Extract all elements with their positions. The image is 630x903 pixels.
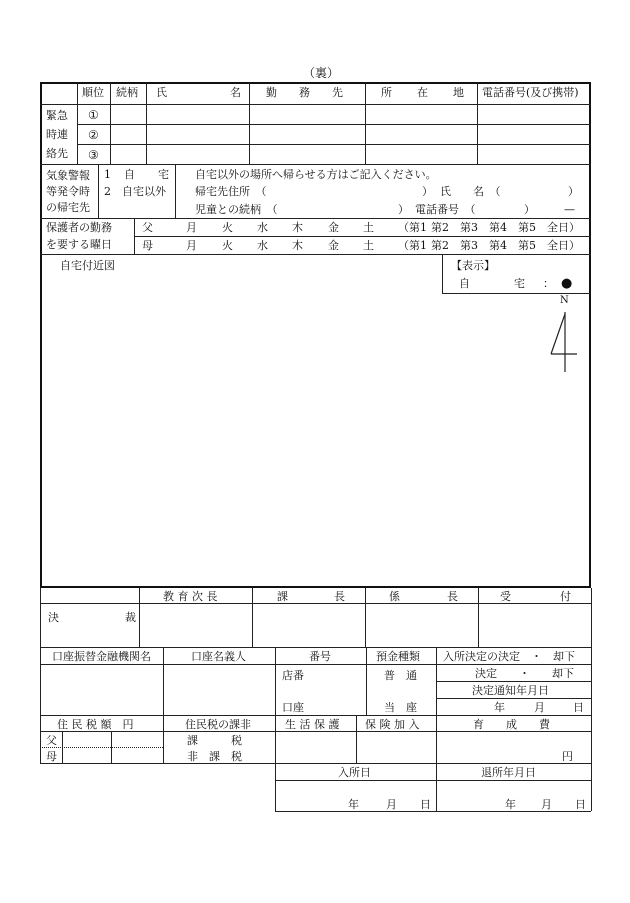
father-day-4: 木 xyxy=(292,221,303,234)
emergency-label-1: 緊急 xyxy=(46,109,68,122)
north-arrow-icon xyxy=(548,308,580,376)
mother-week-1: （第1 xyxy=(398,239,427,252)
legend-colon: ： xyxy=(543,277,554,290)
guardian-label-2: を要する曜日 xyxy=(46,238,112,251)
father-week-6: 全日） xyxy=(547,221,580,234)
emergency-label-3: 絡先 xyxy=(46,147,68,160)
tax-mother-label: 母 xyxy=(46,750,57,763)
warning-note: 自宅以外の場所へ帰らせる方はご記入ください。 xyxy=(195,168,437,181)
rank-1: ① xyxy=(88,108,99,122)
approval-staff-a: 係 xyxy=(389,590,400,603)
deposit-type-label: 預金種類 xyxy=(376,650,420,663)
mother-day-6: 土 xyxy=(363,239,374,252)
legend-home-a: 自 xyxy=(459,277,470,290)
tel-label: 電話番号 （ xyxy=(415,203,476,216)
decision-options: 決定 ・ 却下 xyxy=(475,667,574,680)
father-week-3: 第3 xyxy=(460,221,478,234)
entry-year: 年 xyxy=(348,798,359,811)
exit-day: 日 xyxy=(575,798,586,811)
notice-day: 日 xyxy=(573,701,584,714)
exit-date-label: 退所年月日 xyxy=(481,766,536,779)
father-day-1: 月 xyxy=(186,221,197,234)
mother-day-3: 水 xyxy=(257,239,268,252)
notice-date-label: 決定通知年月日 xyxy=(472,684,549,697)
bank-name-label: 口座振替金融機関名 xyxy=(52,650,151,663)
option-other: 2 自宅以外 xyxy=(104,185,166,198)
header-work-1: 勤 xyxy=(266,86,277,99)
header-address-1: 所 xyxy=(381,86,392,99)
father-week-1: （第1 xyxy=(398,221,427,234)
entry-month: 月 xyxy=(386,798,397,811)
father-day-6: 土 xyxy=(363,221,374,234)
approval-label-a: 決 xyxy=(48,611,59,624)
legend-mark: ● xyxy=(561,276,573,291)
approval-section-b: 長 xyxy=(334,590,345,603)
return-name-label: 氏 名 （ xyxy=(440,185,501,198)
option-home-num: 1 xyxy=(104,168,111,181)
branch-label: 店番 xyxy=(282,669,304,682)
father-day-5: 金 xyxy=(328,221,339,234)
taxed-label: 課 税 xyxy=(187,734,242,747)
father-day-2: 火 xyxy=(222,221,233,234)
header-rank: 順位 xyxy=(82,86,104,99)
header-work-2: 務 xyxy=(299,86,310,99)
approval-staff-b: 長 xyxy=(447,590,458,603)
deposit-ordinary: 普 通 xyxy=(384,669,417,682)
father-week-4: 第4 xyxy=(489,221,507,234)
exit-year: 年 xyxy=(505,798,516,811)
legend-home-b: 宅 xyxy=(514,277,525,290)
warning-label-1: 気象警報 xyxy=(46,169,90,182)
relation-label: 児童との続柄 （ xyxy=(195,203,278,216)
header-name-2: 名 xyxy=(230,86,241,99)
relation-close: ） xyxy=(398,203,409,216)
rank-3: ③ xyxy=(88,148,99,162)
account-label: 口座 xyxy=(282,701,304,714)
mother-day-4: 木 xyxy=(292,239,303,252)
north-label: N xyxy=(560,295,569,306)
fee-label: 育 成 費 xyxy=(473,718,550,731)
approval-section-a: 課 xyxy=(277,590,288,603)
option-home-a: 自 xyxy=(124,168,135,181)
mother-day-1: 月 xyxy=(186,239,197,252)
father-week-5: 第5 xyxy=(518,221,536,234)
dash: — xyxy=(564,203,575,216)
mother-day-5: 金 xyxy=(328,239,339,252)
page-title: （裏） xyxy=(303,66,340,80)
resident-tax-label: 住 民 税 額 円 xyxy=(57,718,134,731)
header-relation: 続柄 xyxy=(116,86,138,99)
approval-label-b: 裁 xyxy=(125,611,136,624)
insurance-label: 保 険 加 入 xyxy=(365,718,420,731)
entry-date-label: 入所日 xyxy=(338,766,371,779)
fee-yen: 円 xyxy=(562,750,573,763)
exit-month: 月 xyxy=(541,798,552,811)
warning-label-3: の帰宅先 xyxy=(46,201,90,214)
map-title: 自宅付近図 xyxy=(60,259,115,272)
approval-receipt-b: 付 xyxy=(560,590,571,603)
header-phone: 電話番号(及び携帯) xyxy=(482,86,579,99)
header-work-3: 先 xyxy=(332,86,343,99)
mother-day-2: 火 xyxy=(222,239,233,252)
legend-title: 【表示】 xyxy=(451,259,495,272)
emergency-label-2: 時連 xyxy=(46,128,68,141)
header-address-3: 地 xyxy=(453,86,464,99)
father-label: 父 xyxy=(142,221,153,234)
mother-label: 母 xyxy=(142,239,153,252)
header-name-1: 氏 xyxy=(156,86,167,99)
warning-label-2: 等発令時 xyxy=(46,185,90,198)
notice-month: 月 xyxy=(534,701,545,714)
guardian-label-1: 保護者の勤務 xyxy=(46,221,112,234)
account-number-label: 番号 xyxy=(309,650,331,663)
mother-week-2: 第2 xyxy=(431,239,449,252)
return-address-label: 帰宅先住所 （ xyxy=(195,185,267,198)
form-frame xyxy=(40,82,591,588)
tax-father-label: 父 xyxy=(46,734,57,747)
deposit-checking: 当 座 xyxy=(384,701,417,714)
approval-receipt-a: 受 xyxy=(500,590,511,603)
approval-vice-superintendent: 教 育 次 長 xyxy=(163,590,218,603)
untaxed-label: 非 課 税 xyxy=(187,750,242,763)
notice-year: 年 xyxy=(494,701,505,714)
account-holder-label: 口座名義人 xyxy=(191,650,246,663)
mother-week-4: 第4 xyxy=(489,239,507,252)
mother-week-5: 第5 xyxy=(518,239,536,252)
admission-decision-label: 入所決定の決定 ・ 却下 xyxy=(443,650,575,663)
option-home-b: 宅 xyxy=(158,168,169,181)
tel-close: ） xyxy=(524,203,535,216)
mother-week-6: 全日） xyxy=(547,239,580,252)
tax-status-label: 住民税の課非 xyxy=(185,718,251,731)
return-name-close: ） xyxy=(568,185,579,198)
entry-day: 日 xyxy=(420,798,431,811)
father-day-3: 水 xyxy=(257,221,268,234)
header-address-2: 在 xyxy=(417,86,428,99)
welfare-label: 生 活 保 護 xyxy=(285,718,340,731)
rank-2: ② xyxy=(88,128,99,142)
return-address-close: ） xyxy=(422,185,433,198)
father-week-2: 第2 xyxy=(431,221,449,234)
mother-week-3: 第3 xyxy=(460,239,478,252)
